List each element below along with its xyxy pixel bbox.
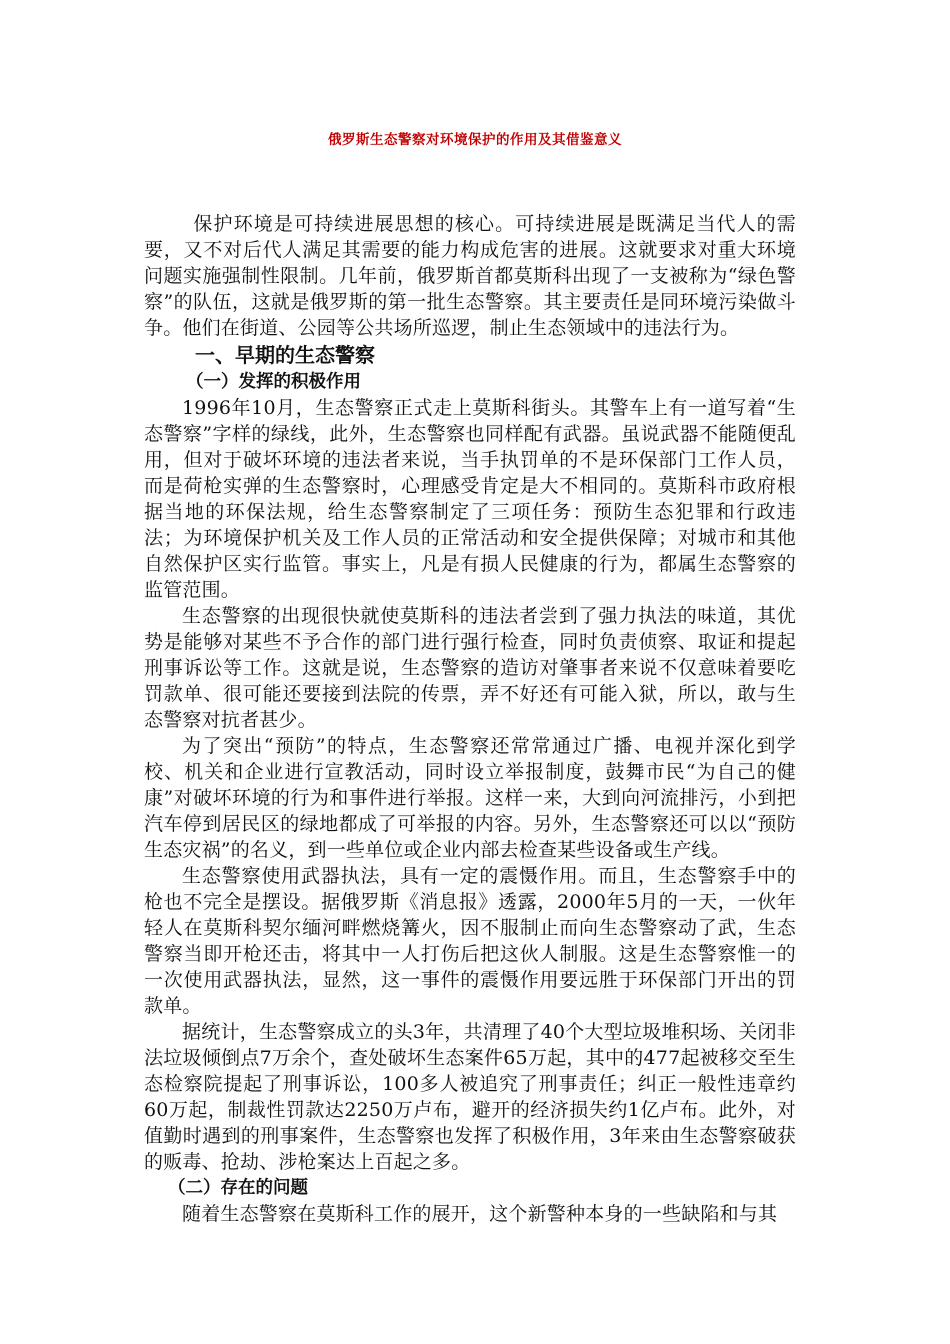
intro-paragraph: 保护环境是可持续进展思想的核心。可持续进展是既满足当代人的需要，又不对后代人满足其需要的能力构成危害的进展。这就要求对重大环境问题实施强制性限制。几年前，俄罗斯首都莫斯科出现了一支被称为“绿色警察”的队伍，这就是俄罗斯的第一批生态警察。其主要责任是同环境污染做斗争。他们在街道、公园等公共场所巡逻，制止生态领域中的违法行为。 (144, 213, 796, 339)
body-paragraph: 生态警察的出现很快就使莫斯科的违法者尝到了强力执法的味道，其优势是能够对某些不予合作的部门进行强行检查，同时负责侦察、取证和提起刑事诉讼等工作。这就是说，生态警察的造访对肇事者来说不仅意味着要吃罚款单、很可能还要接到法院的传票，弄不好还有可能入狱，所以，敢与生态警察对抗者甚少。 (144, 605, 796, 731)
document-title: 俄罗斯生态警察对环境保护的作用及其借鉴意义 (328, 132, 622, 148)
document-body (144, 211, 796, 1227)
body-paragraph: 据统计，生态警察成立的头3年，共清理了40个大型垃圾堆积场、关闭非法垃圾倾倒点7万余个，查处破坏生态案件65万起，其中的477起被移交至生态检察院提起了刑事诉讼，100多人被追究了刑事责任；纠正一般性违章约60万起，制裁性罚款达2250万卢布，避开的经济损失约1亿卢布。此外，对值勤时遇到的刑事案件，生态警察也发挥了积极作用，3年来由生态警察破获的贩毒、抢劫、涉枪案达上百起之多。 (144, 1021, 796, 1173)
body-paragraph: 1996年10月，生态警察正式走上莫斯科街头。其警车上有一道写着“生态警察”字样的绿线，此外，生态警察也同样配有武器。虽说武器不能随便乱用，但对于破坏环境的违法者来说，当手执罚单的不是环保部门工作人员，而是荷枪实弹的生态警察时，心理感受肯定是大不相同的。莫斯科市政府根据当地的环保法规，给生态警察制定了三项任务：预防生态犯罪和行政违法；为环境保护机关及工作人员的正常活动和安全提供保障；对城市和其他自然保护区实行监管。事实上，凡是有损人民健康的行为，都属生态警察的监管范围。 (144, 397, 796, 601)
body-paragraph: 生态警察使用武器执法，具有一定的震慑作用。而且，生态警察手中的枪也不完全是摆设。据俄罗斯《消息报》透露，2000年5月的一天，一伙年轻人在莫斯科契尔缅河畔燃烧篝火，因不服制止而向生态警察动了武，生态警察当即开枪还击，将其中一人打伤后把这伙人制服。这是生态警察惟一的一次使用武器执法，显然，这一事件的震慑作用要远胜于环保部门开出的罚款单。 (144, 865, 796, 1017)
body-paragraph: 为了突出“预防”的特点，生态警察还常常通过广播、电视并深化到学校、机关和企业进行宣教活动，同时设立举报制度，鼓舞市民“为自己的健康”对破坏环境的行为和事件进行举报。这样一来，大到向河流排污，小到把汽车停到居民区的绿地都成了可举报的内容。另外，生态警察还可以以“预防生态灾祸”的名义，到一些单位或企业内部去检查某些设备或生产线。 (144, 735, 796, 861)
subsection-heading-existing-problems: （二）存在的问题 (168, 1178, 308, 1198)
subsection-heading-positive-role: （一）发挥的积极作用 (186, 372, 361, 392)
body-paragraph-final: 随着生态警察在莫斯科工作的展开，这个新警种本身的一些缺陷和与其 (182, 1203, 778, 1225)
section-heading-early-eco-police: 一、早期的生态警察 (195, 343, 375, 367)
